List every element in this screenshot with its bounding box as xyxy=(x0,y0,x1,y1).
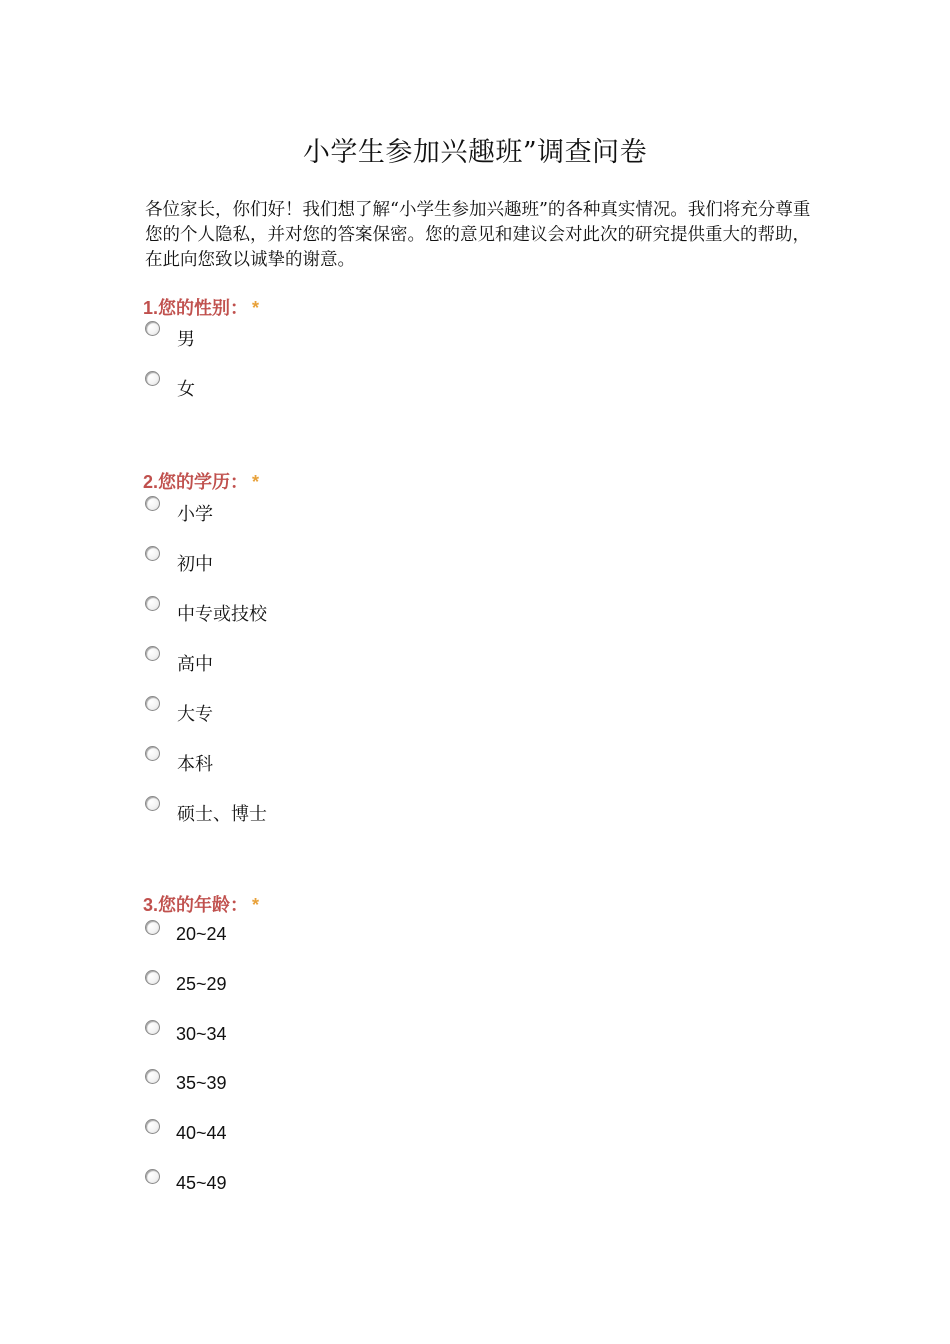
page-title: 小学生参加兴趣班”调查问卷 xyxy=(302,137,648,168)
radio-button-icon[interactable] xyxy=(145,696,160,711)
radio-button-icon[interactable] xyxy=(145,1119,160,1134)
radio-button-icon[interactable] xyxy=(145,796,160,811)
option-label: 女 xyxy=(177,379,195,400)
question-2-text: 2.您的学历： xyxy=(143,472,249,492)
option-label: 40~44 xyxy=(176,1123,227,1143)
option-label: 45~49 xyxy=(176,1173,227,1193)
question-3-text: 3.您的年龄： xyxy=(143,895,249,915)
intro-paragraph: 各位家长，你们好！我们想了解“小学生参加兴趣班”的各种真实情况。我们将充分尊重您的个人隐私，并对您的答案保密。您的意见和建议会对此次的研究提供重大的帮助，在此向您致以诚挚的谢意。 xyxy=(145,200,811,270)
option-label: 大专 xyxy=(177,704,213,725)
question-1-text: 1.您的性别： xyxy=(143,298,249,318)
option-label: 20~24 xyxy=(176,924,227,944)
option-label: 本科 xyxy=(177,754,213,775)
radio-button-icon[interactable] xyxy=(145,1169,160,1184)
radio-button-icon[interactable] xyxy=(145,1020,160,1035)
radio-button-icon[interactable] xyxy=(145,970,160,985)
required-mark: * xyxy=(252,895,260,915)
radio-button-icon[interactable] xyxy=(145,920,160,935)
radio-button-icon[interactable] xyxy=(145,646,160,661)
required-mark: * xyxy=(252,298,260,318)
radio-button-icon[interactable] xyxy=(145,321,160,336)
option-label: 35~39 xyxy=(176,1073,227,1093)
radio-button-icon[interactable] xyxy=(145,1069,160,1084)
option-label: 高中 xyxy=(177,654,213,675)
question-1-label xyxy=(143,294,259,320)
option-label: 男 xyxy=(177,329,195,350)
option-label: 30~34 xyxy=(176,1024,227,1044)
question-2-label xyxy=(143,468,259,494)
radio-button-icon[interactable] xyxy=(145,746,160,761)
radio-button-icon[interactable] xyxy=(145,546,160,561)
option-label: 小学 xyxy=(177,504,213,525)
required-mark: * xyxy=(252,472,260,492)
option-label: 25~29 xyxy=(176,974,227,994)
radio-button-icon[interactable] xyxy=(145,496,160,511)
option-label: 硕士、博士 xyxy=(177,804,267,825)
radio-button-icon[interactable] xyxy=(145,596,160,611)
question-3-label xyxy=(143,891,259,917)
option-label: 初中 xyxy=(177,554,213,575)
radio-button-icon[interactable] xyxy=(145,371,160,386)
option-label: 中专或技校 xyxy=(177,604,267,625)
